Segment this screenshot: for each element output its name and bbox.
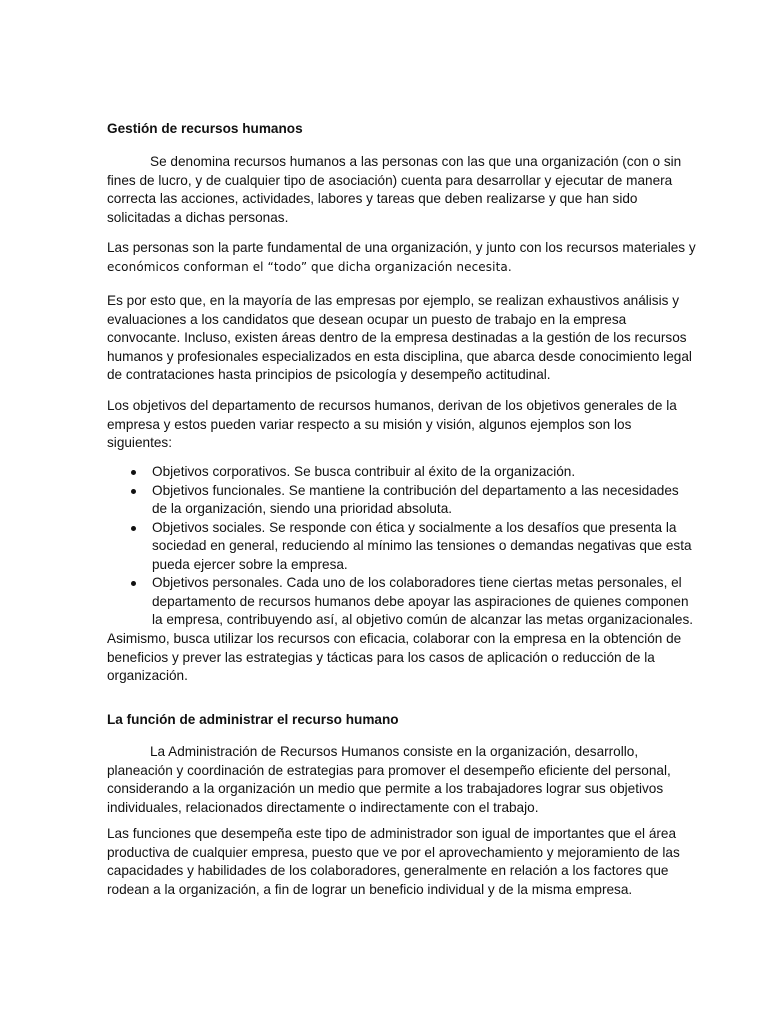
text-line: productiva de cualquier empresa, puesto que ve por el aprovechamiento y mejoramiento de las [107,844,680,860]
text-line: capacidades y habilidades de los colaboradores, generalmente en relación a los factores que [107,863,669,878]
text-line: Se denomina recursos humanos a las personas con las que una organización (con o sin [150,154,682,169]
paragraph-analisis [107,292,707,385]
bullet-icon [131,489,136,494]
bullet-icon [131,470,136,475]
list-item-sociales [107,519,717,575]
text-line: correcta las acciones, actividades, labores y tareas que deben realizarse y que han sido [107,191,638,206]
text-line: Objetivos funcionales. Se mantiene la contribución del departamento a las necesidades [152,482,679,498]
paragraph-definicion [107,153,707,227]
text-line: organización. [107,668,188,683]
text-line: Es por esto que, en la mayoría de las empresas por ejemplo, se realizan exhaustivos análisis y [107,293,679,308]
text-line: empresa y estos pueden variar respecto a su misión y visión, algunos ejemplos son los [107,416,632,432]
bullet-icon [131,526,136,531]
text-line: pueda ejercer sobre la empresa. [152,556,348,572]
paragraph-funciones [107,825,707,899]
text-line: la empresa, contribuyendo así, al objetivo común de alcanzar las metas organizacionales. [152,612,694,627]
list-item-personales [107,574,717,630]
text-line: convocante. Incluso, existen áreas dentro de la empresa destinadas a la gestión de los recursos [107,330,687,345]
text-line: beneficios y prever las estrategias y tácticas para los casos de aplicación o reducción de la [107,649,655,665]
section-heading-funcion: La función de administrar el recurso humano [107,712,399,727]
text-line: solicitadas a dichas personas. [107,209,289,225]
text-line: sociedad en general, reduciendo al mínimo las tensiones o demandas negativas que esta [152,538,692,553]
text-line: departamento de recursos humanos debe apoyar las aspiraciones de quienes componen [152,593,689,609]
text-line: fines de lucro, y de cualquier tipo de asociación) cuenta para desarrollar y ejecutar de manera [107,172,673,188]
list-item-corporativos [107,463,717,482]
bullet-icon [131,581,136,586]
objectives-list [107,463,717,630]
list-item-funcionales [107,482,717,519]
text-line: Objetivos corporativos. Se busca contribuir al éxito de la organización. [152,464,576,479]
text-line: evaluaciones a los candidatos que desean ocupar un puesto de trabajo en la empresa [107,311,627,327]
text-line: Las funciones que desempeña este tipo de administrador son igual de importantes que el área [107,826,677,841]
text-line: Los objetivos del departamento de recursos humanos, derivan de los objetivos generales de la [107,398,677,413]
text-line: planeación y coordinación de estrategias para promover el desempeño eficiente del personal, [107,762,671,778]
paragraph-objetivos-intro [107,397,707,453]
text-line: Asimismo, busca utilizar los recursos con eficacia, colaborar con la empresa en la obtención de [107,631,682,646]
text-line: de la organización, siendo una prioridad absoluta. [152,501,453,516]
text-line: considerando a la organización un medio que permite a los trabajadores lograr sus objetivos [107,781,664,796]
text-line: Las personas son la parte fundamental de una organización, y junto con los recursos materiales y [107,240,696,255]
text-line: rodean a la organización, a fin de lograr un beneficio individual y de la misma empresa. [107,881,633,897]
text-line: siguientes: [107,435,172,450]
text-line: humanos y profesionales especializados en esta disciplina, que abarca desde conocimiento legal [107,348,692,364]
section-heading-gestion: Gestión de recursos humanos [107,121,303,136]
text-line: Objetivos sociales. Se responde con ética y socialmente a los desafíos que presenta la [152,519,677,535]
paragraph-personas [107,239,707,276]
paragraph-asimismo [107,630,707,686]
paragraph-administracion [107,743,707,817]
text-line: La Administración de Recursos Humanos consiste en la organización, desarrollo, [150,744,639,759]
text-line: de contrataciones hasta principios de psicología y desempeño actitudinal. [107,367,551,382]
text-line: individuales, relacionados directamente o indirectamente con el trabajo. [107,799,539,815]
text-line: económicos conforman el “todo” que dicha organización necesita. [107,259,512,274]
text-line: Objetivos personales. Cada uno de los colaboradores tiene ciertas metas personales, el [152,575,682,590]
